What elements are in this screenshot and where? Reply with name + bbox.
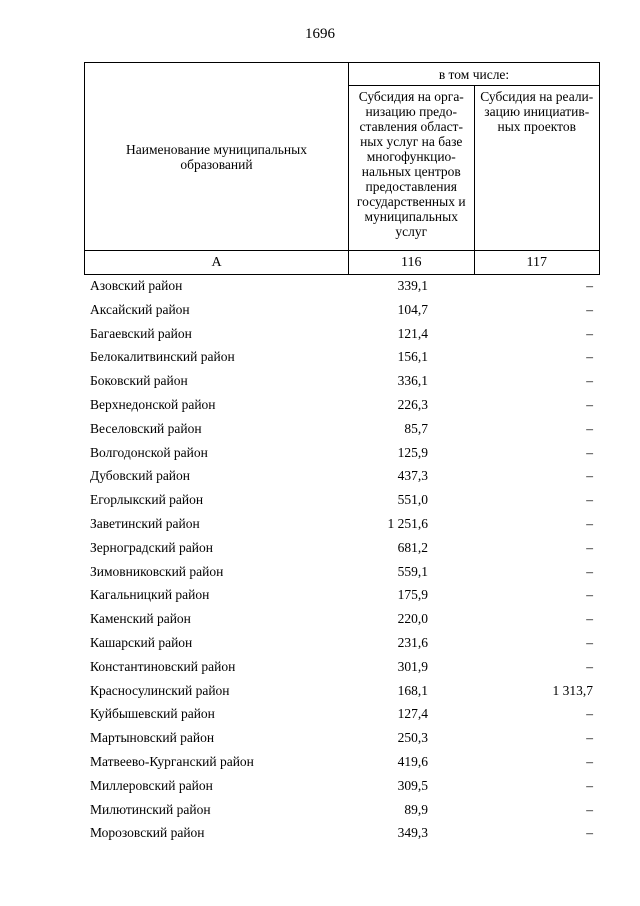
value-117: – — [586, 396, 593, 412]
municipality-name: Зерноградский район — [90, 539, 213, 555]
table-row — [84, 369, 600, 393]
value-116: 226,3 — [397, 396, 428, 412]
table-row — [84, 679, 600, 703]
municipality-name: Волгодонской район — [90, 444, 208, 460]
municipality-name: Боковский район — [90, 373, 188, 389]
value-116: 437,3 — [397, 468, 428, 484]
value-116: 349,3 — [397, 825, 428, 841]
municipality-name: Азовский район — [90, 278, 183, 293]
municipality-name: Мартыновский район — [90, 730, 215, 746]
value-117: – — [586, 801, 593, 817]
value-117: – — [586, 278, 593, 293]
municipality-name: Красносулинский район — [90, 682, 230, 698]
value-117: – — [586, 706, 593, 722]
municipality-name: Аксайский район — [90, 301, 190, 317]
code-name: А — [85, 251, 349, 275]
header-label-line: низацию предо- — [365, 104, 458, 119]
value-117: – — [586, 730, 593, 746]
value-116: 231,6 — [397, 634, 428, 650]
municipality-name: Морозовский район — [90, 825, 205, 841]
value-117: – — [586, 611, 593, 627]
data-rows — [84, 274, 600, 845]
value-117: – — [586, 587, 593, 603]
value-117: – — [586, 515, 593, 531]
value-117: – — [586, 777, 593, 793]
table-row — [84, 821, 600, 845]
table-row — [84, 560, 600, 584]
value-117: – — [586, 658, 593, 674]
value-116: 125,9 — [397, 444, 428, 460]
header-label-line: предоставления — [365, 179, 457, 194]
table-row — [84, 274, 600, 298]
value-117: 1 313,7 — [552, 682, 593, 698]
table-row — [84, 464, 600, 488]
value-116: 1 251,6 — [387, 515, 428, 531]
value-116: 175,9 — [397, 587, 428, 603]
code-117: 117 — [474, 251, 600, 275]
municipality-name: Каменский район — [90, 611, 191, 627]
table-row — [84, 774, 600, 798]
value-116: 220,0 — [397, 611, 428, 627]
municipality-name: Белокалитвинский район — [90, 349, 235, 365]
value-117: – — [586, 563, 593, 579]
header-label-line: ставления област- — [359, 119, 463, 134]
value-117: – — [586, 444, 593, 460]
value-117: – — [586, 492, 593, 508]
municipality-name: Багаевский район — [90, 325, 192, 341]
value-116: 121,4 — [397, 325, 428, 341]
municipality-name: Кагальницкий район — [90, 587, 210, 603]
table-row — [84, 536, 600, 560]
value-117: – — [586, 753, 593, 769]
table-row — [84, 631, 600, 655]
table-row — [84, 488, 600, 512]
value-116: 85,7 — [404, 420, 428, 436]
value-116: 419,6 — [397, 753, 428, 769]
header-label-line: ных услуг на базе — [360, 134, 463, 149]
table-row — [84, 417, 600, 441]
table-row — [84, 393, 600, 417]
municipality-name: Миллеровский район — [90, 777, 213, 793]
table-row — [84, 583, 600, 607]
table-row — [84, 441, 600, 465]
table-row — [84, 322, 600, 346]
page-number: 1696 — [305, 26, 335, 42]
municipality-name: Куйбышевский район — [90, 706, 215, 722]
value-117: – — [586, 301, 593, 317]
code-116: 116 — [349, 251, 475, 275]
table-row — [84, 750, 600, 774]
value-117: – — [586, 373, 593, 389]
value-116: 336,1 — [397, 373, 428, 389]
municipality-name: Зимовниковский район — [90, 563, 224, 579]
table-row — [84, 798, 600, 822]
table-row — [84, 298, 600, 322]
header-label-line: государственных и — [356, 194, 466, 209]
value-116: 104,7 — [397, 301, 428, 317]
value-117: – — [586, 420, 593, 436]
value-117: – — [586, 349, 593, 365]
table-row — [84, 345, 600, 369]
municipality-name: Заветинский район — [90, 515, 200, 531]
value-116: 301,9 — [397, 658, 428, 674]
value-116: 127,4 — [397, 706, 428, 722]
table-row — [84, 655, 600, 679]
value-116: 681,2 — [397, 539, 428, 555]
header-group-label: в том числе: — [349, 63, 600, 86]
table-row — [84, 607, 600, 631]
header-col-117 — [474, 86, 600, 251]
municipality-name: Константиновский район — [90, 658, 236, 674]
header-col-116 — [349, 86, 475, 251]
value-117: – — [586, 634, 593, 650]
value-116: 156,1 — [397, 349, 428, 365]
value-116: 250,3 — [397, 730, 428, 746]
table-row — [84, 702, 600, 726]
municipality-name: Веселовский район — [90, 420, 202, 436]
municipality-name: Дубовский район — [90, 468, 191, 484]
value-116: 309,5 — [397, 777, 428, 793]
value-116: 551,0 — [397, 492, 428, 508]
header-label-line: Субсидия на реали- — [480, 89, 594, 104]
header-label-line: многофункцио- — [366, 149, 456, 164]
header-label-line: Субсидия на орга- — [358, 89, 464, 104]
value-116: 559,1 — [397, 563, 428, 579]
header-label-line: нальных центров — [361, 164, 461, 179]
value-116: 339,1 — [397, 278, 428, 293]
value-117: – — [586, 539, 593, 555]
table-row — [84, 726, 600, 750]
municipality-name: Милютинский район — [90, 801, 211, 817]
value-116: 89,9 — [404, 801, 428, 817]
value-117: – — [586, 825, 593, 841]
table-row — [84, 512, 600, 536]
value-116: 168,1 — [397, 682, 428, 698]
table-header — [84, 62, 600, 275]
municipality-name: Егорлыкский район — [90, 492, 204, 508]
header-label-line: ных проектов — [497, 119, 577, 134]
value-117: – — [586, 325, 593, 341]
municipality-name: Кашарский район — [90, 634, 193, 650]
municipality-name: Матвеево-Курганский район — [90, 753, 254, 769]
header-label-line: услуг — [395, 224, 428, 239]
municipality-name: Верхнедонской район — [90, 396, 216, 412]
header-label-line: муниципальных — [364, 209, 458, 224]
value-117: – — [586, 468, 593, 484]
header-label-line: зацию инициатив- — [484, 104, 590, 119]
header-name-column: Наименование муниципальных образований — [85, 63, 349, 251]
